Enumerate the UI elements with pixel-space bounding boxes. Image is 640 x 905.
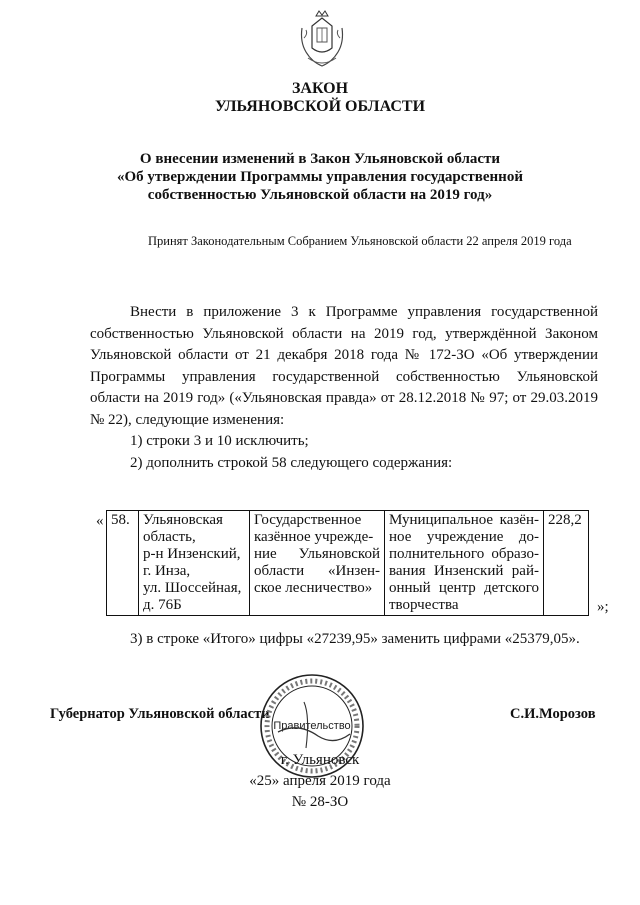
adoption-note: Принят Законодательным Собранием Ульяновской области 22 апреля 2019 года (148, 234, 572, 248)
amendment-paragraph: Внести в приложение 3 к Программе управления государственной собственностью Ульяновской области на 2019 год, утверждённой Законом Ульяновской области от 21 декабря 2018 года № 172-ЗО «Об утверждении Программы управления государственной собственностью Ульяновской области на 2019 год» («Ульяновская правда» от 28.12.2018 № 97; от 29.03.2019 № 22), следующие изменения: (90, 304, 598, 428)
location-cell: Ульяновская область, р-н Инзенский, г. Инза, ул. Шоссейная, д. 76Б (139, 511, 250, 616)
law-title-line: собственностью Ульяновской области на 2019 год» (147, 187, 493, 203)
table-open-quote: « (96, 513, 104, 529)
row-number-cell: 58. (107, 511, 139, 616)
amendment-item-3: 3) в строке «Итого» цифры «27239,95» заменить цифрами «25379,05». (130, 631, 580, 647)
coat-of-arms-emblem (296, 8, 348, 70)
law-title-line: «Об утверждении Программы управления государственной (117, 169, 523, 185)
signatory-name: С.И.Морозов (510, 706, 596, 722)
signatory-position: Губернатор Ульяновской области (50, 706, 270, 722)
law-number: № 28-ЗО (291, 794, 349, 810)
amendment-item-1: 1) строки 3 и 10 исключить; (130, 433, 309, 449)
transferor-cell: Государственное казённое учрежде- ние Ульяновской области «Инзен- ское лесничество» (250, 511, 385, 616)
table-close-quote: »; (597, 599, 609, 615)
value-cell: 228,2 (544, 511, 589, 616)
region-heading: УЛЬЯНОВСКОЙ ОБЛАСТИ (214, 98, 426, 115)
amendment-table (106, 510, 589, 616)
recipient-cell: Муниципальное казён- ное учреждение до- полнительного образо- вания Инзенский рай- онный центр детского творчества (385, 511, 544, 616)
law-title (0, 150, 640, 204)
law-title-line: О внесении изменений в Закон Ульяновской области (139, 151, 501, 167)
amendment-item-2: 2) дополнить строкой 58 следующего содержания: (130, 454, 453, 471)
signing-city: г. Ульяновск (280, 752, 360, 768)
signing-date: «25» апреля 2019 года (249, 773, 391, 789)
law-body (90, 302, 598, 474)
seal-label: Правительство (273, 720, 351, 732)
table-row (107, 511, 589, 616)
document-type-heading: ЗАКОН (291, 80, 349, 97)
